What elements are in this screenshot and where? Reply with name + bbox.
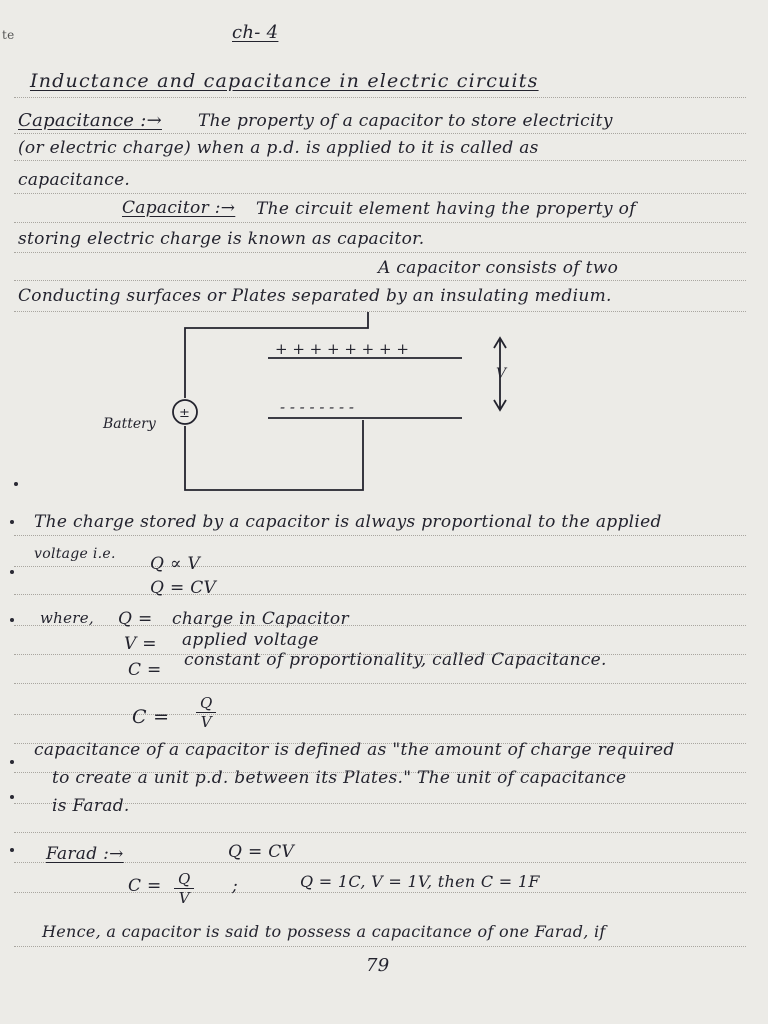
margin-bullet — [10, 848, 14, 852]
where-c-definition: constant of proportionality, called Capacitance. — [184, 650, 607, 670]
capacitance-term: Capacitance :→ — [18, 110, 162, 131]
definition-line-3: is Farad. — [52, 796, 130, 816]
capacitor-line-4: Conducting surfaces or Plates separated by an insulating medium. — [18, 286, 612, 306]
ruled-line — [14, 193, 746, 194]
farad-numerator: Q — [174, 870, 194, 889]
farad-equation: Q = CV — [228, 842, 295, 862]
farad-c-lhs: C = — [128, 876, 162, 896]
margin-bullet — [10, 570, 14, 574]
positive-charges: + + + + + + + + — [275, 340, 409, 358]
ruled-line — [14, 832, 746, 833]
farad-values: Q = 1C, V = 1V, then C = 1F — [300, 872, 540, 891]
capacitance-line-1: The property of a capacitor to store electricity — [198, 111, 613, 131]
proportional-line-2: voltage i.e. — [34, 546, 116, 562]
capacitor-term: Capacitor :→ — [122, 198, 236, 218]
margin-bullet — [10, 760, 14, 764]
where-q-symbol: Q = — [118, 609, 153, 629]
ruled-line — [14, 683, 746, 684]
ruled-line — [14, 280, 746, 281]
capacitance-line-2: (or electric charge) when a p.d. is applied to it is called as — [18, 138, 539, 158]
definition-line-1: capacitance of a capacitor is defined as "the amount of charge required — [34, 740, 675, 760]
ruled-line — [14, 566, 746, 567]
farad-fraction — [174, 870, 194, 907]
battery-symbol: ± — [179, 406, 190, 421]
formula-c-lhs: C = — [132, 706, 170, 728]
where-q-definition: charge in Capacitor — [172, 609, 349, 629]
formula-c-fraction — [196, 694, 216, 731]
definition-line-2: to create a unit p.d. between its Plates." The unit of capacitance — [52, 768, 627, 788]
ruled-line — [14, 594, 746, 595]
margin-bullet — [10, 795, 14, 799]
ruled-line — [14, 535, 746, 536]
proportional-line-1: The charge stored by a capacitor is always proportional to the applied — [34, 512, 662, 532]
capacitance-line-3: capacitance. — [18, 170, 131, 190]
farad-separator: ; — [232, 876, 239, 896]
equation-q-cv: Q = CV — [150, 578, 217, 598]
voltage-label: V — [496, 366, 507, 382]
formula-c-numerator: Q — [196, 694, 216, 713]
farad-term: Farad :→ — [46, 844, 124, 864]
ruled-line — [14, 133, 746, 134]
capacitor-line-1: The circuit element having the property of — [256, 199, 636, 219]
ruled-line — [14, 97, 746, 98]
where-v-definition: applied voltage — [182, 630, 319, 650]
hence-line: Hence, a capacitor is said to possess a capacitance of one Farad, if — [42, 922, 606, 941]
ruled-line — [14, 714, 746, 715]
where-v-symbol: V = — [124, 634, 157, 654]
margin-mark: te — [2, 28, 15, 42]
ruled-line — [14, 946, 746, 947]
capacitor-circuit-diagram — [0, 300, 768, 500]
page-title: Inductance and capacitance in electric circuits — [30, 70, 539, 92]
ruled-line — [14, 252, 746, 253]
chapter-heading: ch- 4 — [232, 22, 279, 43]
formula-c-denominator: V — [200, 713, 212, 731]
ruled-line — [14, 222, 746, 223]
equation-proportional: Q ∝ V — [150, 554, 201, 574]
margin-bullet — [10, 520, 14, 524]
where-label: where, — [40, 609, 94, 627]
where-c-symbol: C = — [128, 660, 162, 680]
farad-denominator: V — [178, 889, 190, 907]
bottom-wire — [185, 420, 363, 490]
capacitor-line-2: storing electric charge is known as capacitor. — [18, 229, 425, 249]
page-number: 79 — [366, 955, 390, 976]
battery-label: Battery — [103, 416, 156, 432]
ruled-line — [14, 892, 746, 893]
ruled-line — [14, 160, 746, 161]
capacitor-line-3: A capacitor consists of two — [378, 258, 619, 278]
margin-bullet — [10, 618, 14, 622]
negative-charges: - - - - - - - - — [280, 398, 354, 416]
